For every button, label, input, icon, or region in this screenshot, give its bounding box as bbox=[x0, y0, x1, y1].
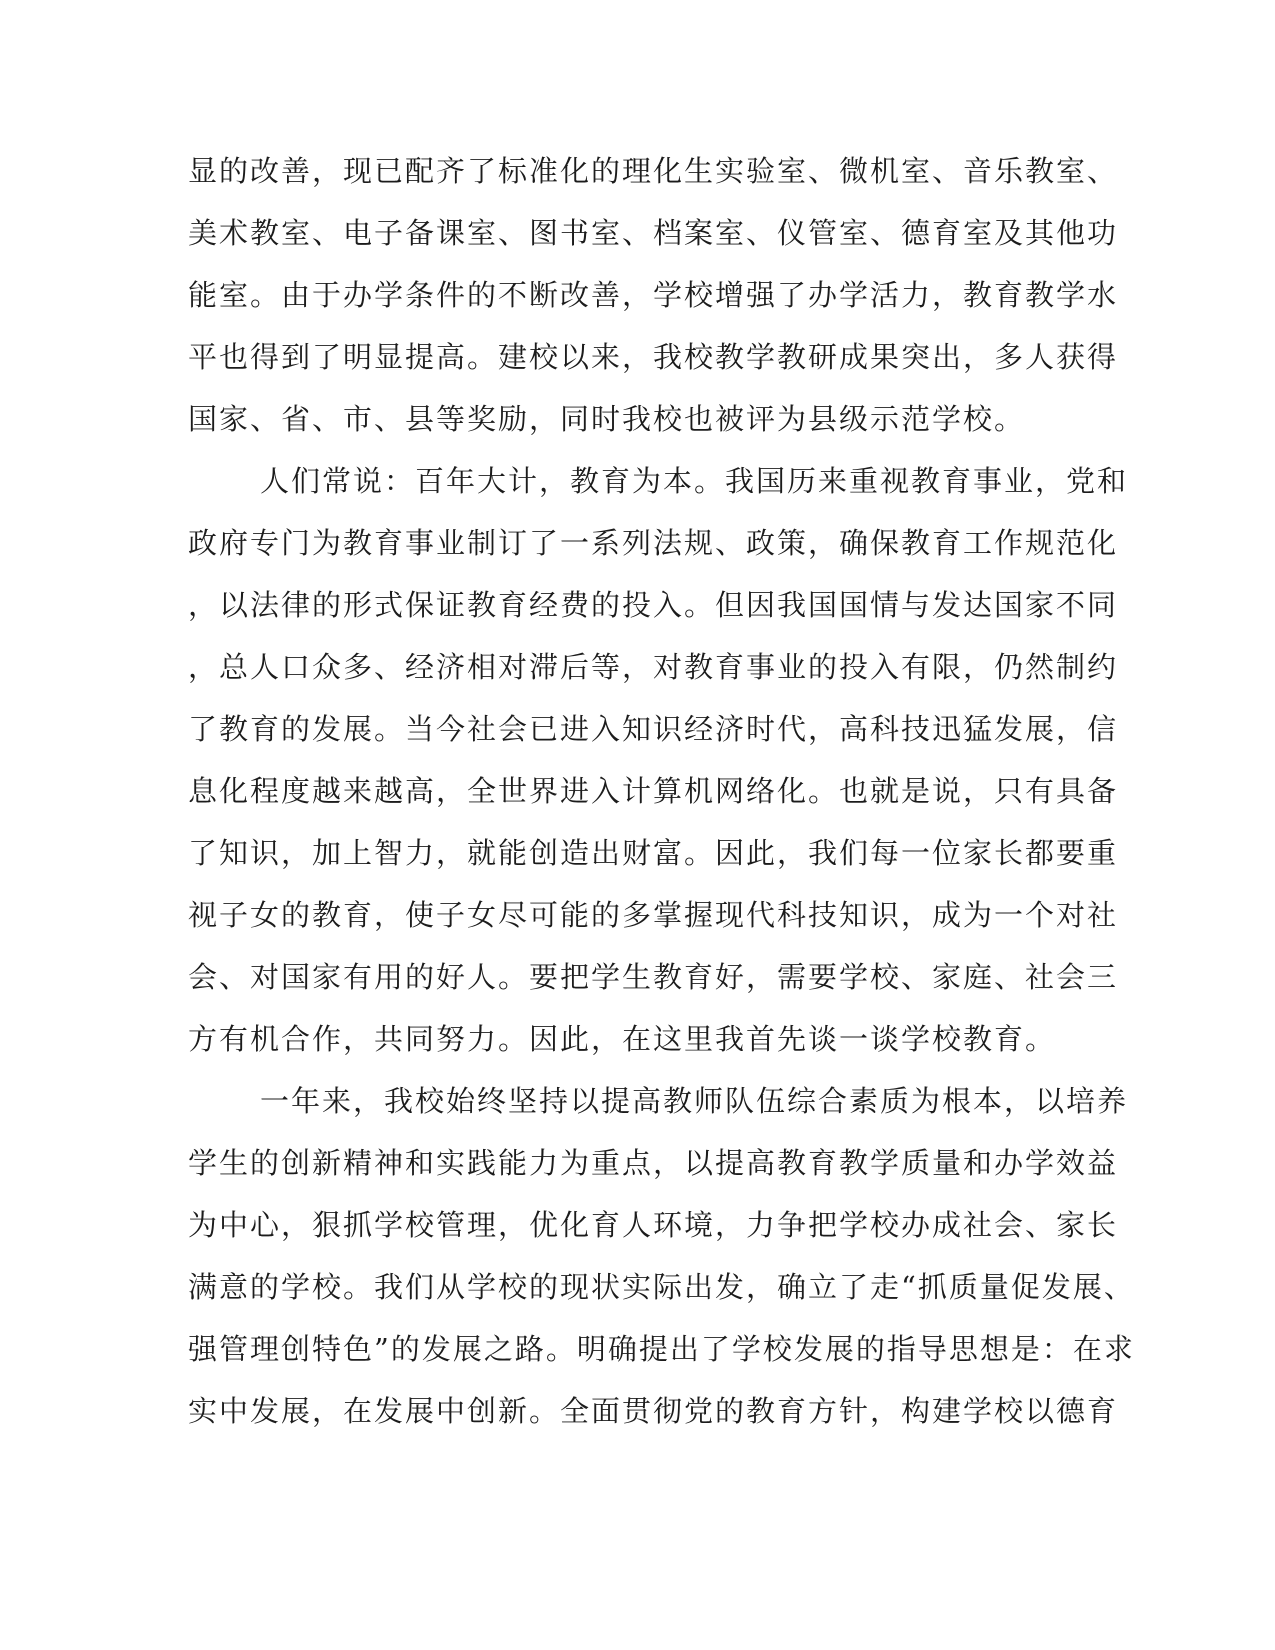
text-line: 视子女的教育，使子女尽可能的多掌握现代科技知识，成为一个对社 bbox=[188, 898, 1119, 932]
text-line: 满意的学校。我们从学校的现状实际出发，确立了走“抓质量促发展、 bbox=[188, 1270, 1135, 1304]
text-line: 为中心，狠抓学校管理，优化育人环境，力争把学校办成社会、家长 bbox=[188, 1208, 1119, 1242]
text-line: 实中发展，在发展中创新。全面贯彻党的教育方针，构建学校以德育 bbox=[188, 1394, 1119, 1428]
paragraph-1 bbox=[188, 140, 1119, 450]
paragraph-3 bbox=[188, 1070, 1135, 1442]
text-line: 显的改善，现已配齐了标准化的理化生实验室、微机室、音乐教室、 bbox=[188, 154, 1119, 188]
text-line: 一年来，我校始终坚持以提高教师队伍综合素质为根本，以培养 bbox=[260, 1084, 1129, 1118]
text-line: 能室。由于办学条件的不断改善，学校增强了办学活力，教育教学水 bbox=[188, 278, 1119, 312]
text-line: ，总人口众多、经济相对滞后等，对教育事业的投入有限，仍然制约 bbox=[188, 650, 1119, 684]
document-body bbox=[188, 140, 1135, 1442]
text-line: 了教育的发展。当今社会已进入知识经济时代，高科技迅猛发展，信 bbox=[188, 712, 1119, 746]
text-line: 了知识，加上智力，就能创造出财富。因此，我们每一位家长都要重 bbox=[188, 836, 1119, 870]
text-line: 国家、省、市、县等奖励，同时我校也被评为县级示范学校。 bbox=[188, 402, 1026, 436]
text-line: 美术教室、电子备课室、图书室、档案室、仪管室、德育室及其他功 bbox=[188, 216, 1119, 250]
text-line: 方有机合作，共同努力。因此，在这里我首先谈一谈学校教育。 bbox=[188, 1022, 1057, 1056]
text-line: ，以法律的形式保证教育经费的投入。但因我国国情与发达国家不同 bbox=[188, 588, 1119, 622]
text-line: 人们常说：百年大计，教育为本。我国历来重视教育事业，党和 bbox=[260, 464, 1129, 498]
text-line: 学生的创新精神和实践能力为重点，以提高教育教学质量和办学效益 bbox=[188, 1146, 1119, 1180]
text-line: 平也得到了明显提高。建校以来，我校教学教研成果突出，多人获得 bbox=[188, 340, 1119, 374]
text-line: 政府专门为教育事业制订了一系列法规、政策，确保教育工作规范化 bbox=[188, 526, 1119, 560]
paragraph-2 bbox=[188, 450, 1129, 1070]
text-line: 息化程度越来越高，全世界进入计算机网络化。也就是说，只有具备 bbox=[188, 774, 1119, 808]
text-line: 强管理创特色”的发展之路。明确提出了学校发展的指导思想是：在求 bbox=[188, 1332, 1135, 1366]
text-line: 会、对国家有用的好人。要把学生教育好，需要学校、家庭、社会三 bbox=[188, 960, 1119, 994]
